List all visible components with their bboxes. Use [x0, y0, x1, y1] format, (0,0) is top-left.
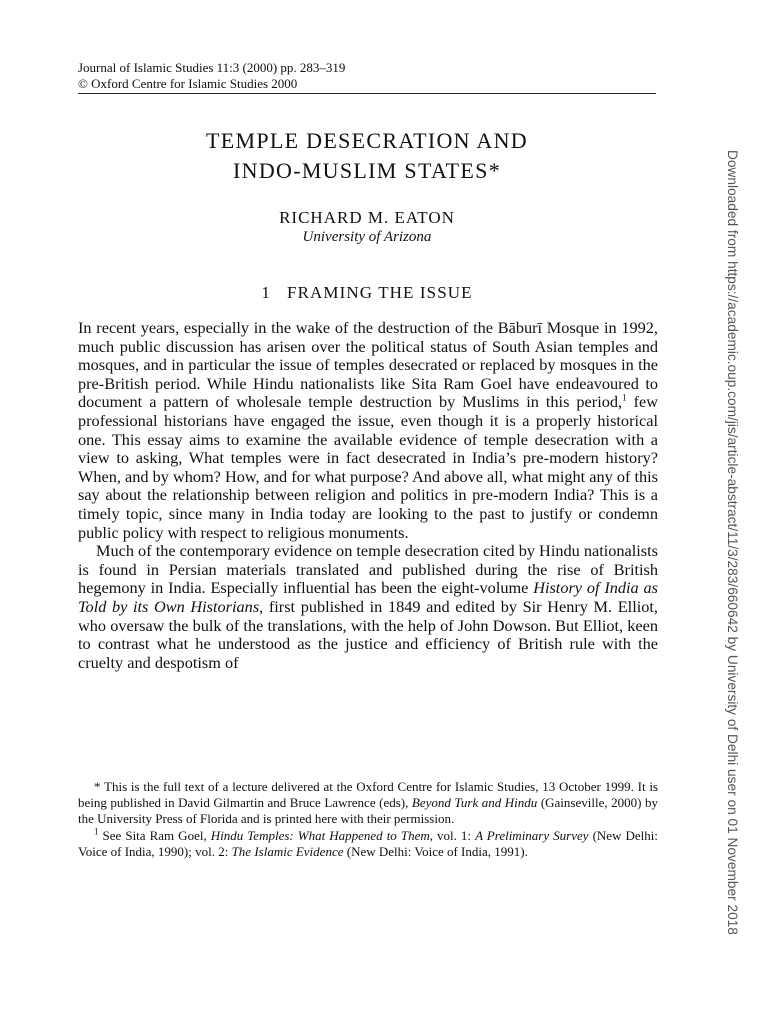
footnote-ref-1[interactable]: 1: [622, 392, 627, 403]
author-name: RICHARD M. EATON: [279, 208, 455, 227]
paragraph-2-text-a: Much of the contemporary evidence on temple desecration cited by Hindu nationalists is found in Persian materials translated and published during the rise of British hegemony in India. Especially influential has been the eight-volume: [78, 541, 658, 598]
download-watermark-text: Downloaded from https://academic.oup.com/jis/article-abstract/11/3/283/660642 by University of Delhi user on 01 November 2018: [725, 150, 740, 935]
author-affiliation: University of Arizona: [302, 229, 432, 245]
footnote-star-text-a: This is the full text of a lecture delivered at the Oxford Centre for Islamic Studies, 13 October 1999. It is being published in David Gilmartin and Bruce Lawrence (eds),: [78, 779, 658, 811]
book-title-beyond-turk-and-hindu: Beyond Turk and Hindu: [411, 795, 538, 811]
download-watermark: [720, 145, 742, 935]
article-title: [78, 126, 656, 186]
footnote-1-text-d: (New Delhi: Voice of India, 1991).: [343, 843, 528, 859]
copyright-line: © Oxford Centre for Islamic Studies 2000: [78, 76, 656, 94]
footnote-1-text-b: , vol. 1:: [429, 827, 476, 843]
footnotes: [78, 779, 658, 860]
title-line-1: TEMPLE DESECRATION AND: [206, 128, 528, 153]
book-title-islamic-evidence: The Islamic Evidence: [231, 843, 344, 859]
footnote-1-text-c: (New Delhi: Voice of India, 1990); vol. 2:: [78, 827, 658, 859]
footnote-star: [78, 779, 658, 828]
paragraph-1-text-a: In recent years, especially in the wake of the destruction of the Bāburī Mosque in 1992, much public discussion has arisen over the political status of South Asian temples and mosques, and in particular the issue of temples desecrated or replaced by mosques in the pre-British period. While Hindu nationalists like Sita Ram Goel have endeavoured to document a pattern of wholesale temple destruction by Muslims in this period,: [78, 318, 658, 412]
footnote-star-text-b: (Gainseville, 2000) by the University Press of Florida and is printed here with their permission.: [78, 795, 658, 827]
book-title-preliminary-survey: A Preliminary Survey: [475, 827, 589, 843]
paragraph-1-text-b: few professional historians have engaged the issue, even though it is a properly historical one. This essay aims to examine the available evidence of temple desecration with a view to asking, What temples were in fact desecrated in India’s pre-modern history? When, and by whom? How, and for what purpose? And above all, what might any of this say about the relationship between religion and politics in pre-modern India? This is a timely topic, since many in India today are looking to the past to justify or condemn public policy with respect to religious monuments.: [78, 392, 658, 542]
journal-citation: Journal of Islamic Studies 11:3 (2000) pp. 283–319: [78, 60, 346, 75]
body-text: [78, 319, 658, 672]
section-number: 1: [261, 283, 271, 302]
book-title-history-of-india: History of India as Told by its Own Historians: [78, 578, 658, 616]
footnote-1: [78, 828, 658, 860]
footnote-1-text-a: See Sita Ram Goel,: [98, 827, 211, 843]
journal-header: [78, 60, 656, 94]
footnote-1-marker: 1: [94, 826, 99, 837]
paragraph-1: [78, 319, 658, 542]
section-title: FRAMING THE ISSUE: [287, 283, 473, 302]
title-line-2: INDO-MUSLIM STATES*: [233, 158, 501, 183]
paragraph-2-text-b: , first published in 1849 and edited by Sir Henry M. Elliot, who oversaw the bulk of the translations, with the help of John Dowson. But Elliot, keen to contrast what he understood as the justice and efficiency of British rule with the cruelty and despotism of: [78, 596, 658, 672]
paragraph-2: [78, 542, 658, 672]
footnote-star-marker: *: [94, 779, 101, 794]
book-title-hindu-temples: Hindu Temples: What Happened to Them: [210, 827, 430, 843]
section-heading: [78, 283, 656, 303]
